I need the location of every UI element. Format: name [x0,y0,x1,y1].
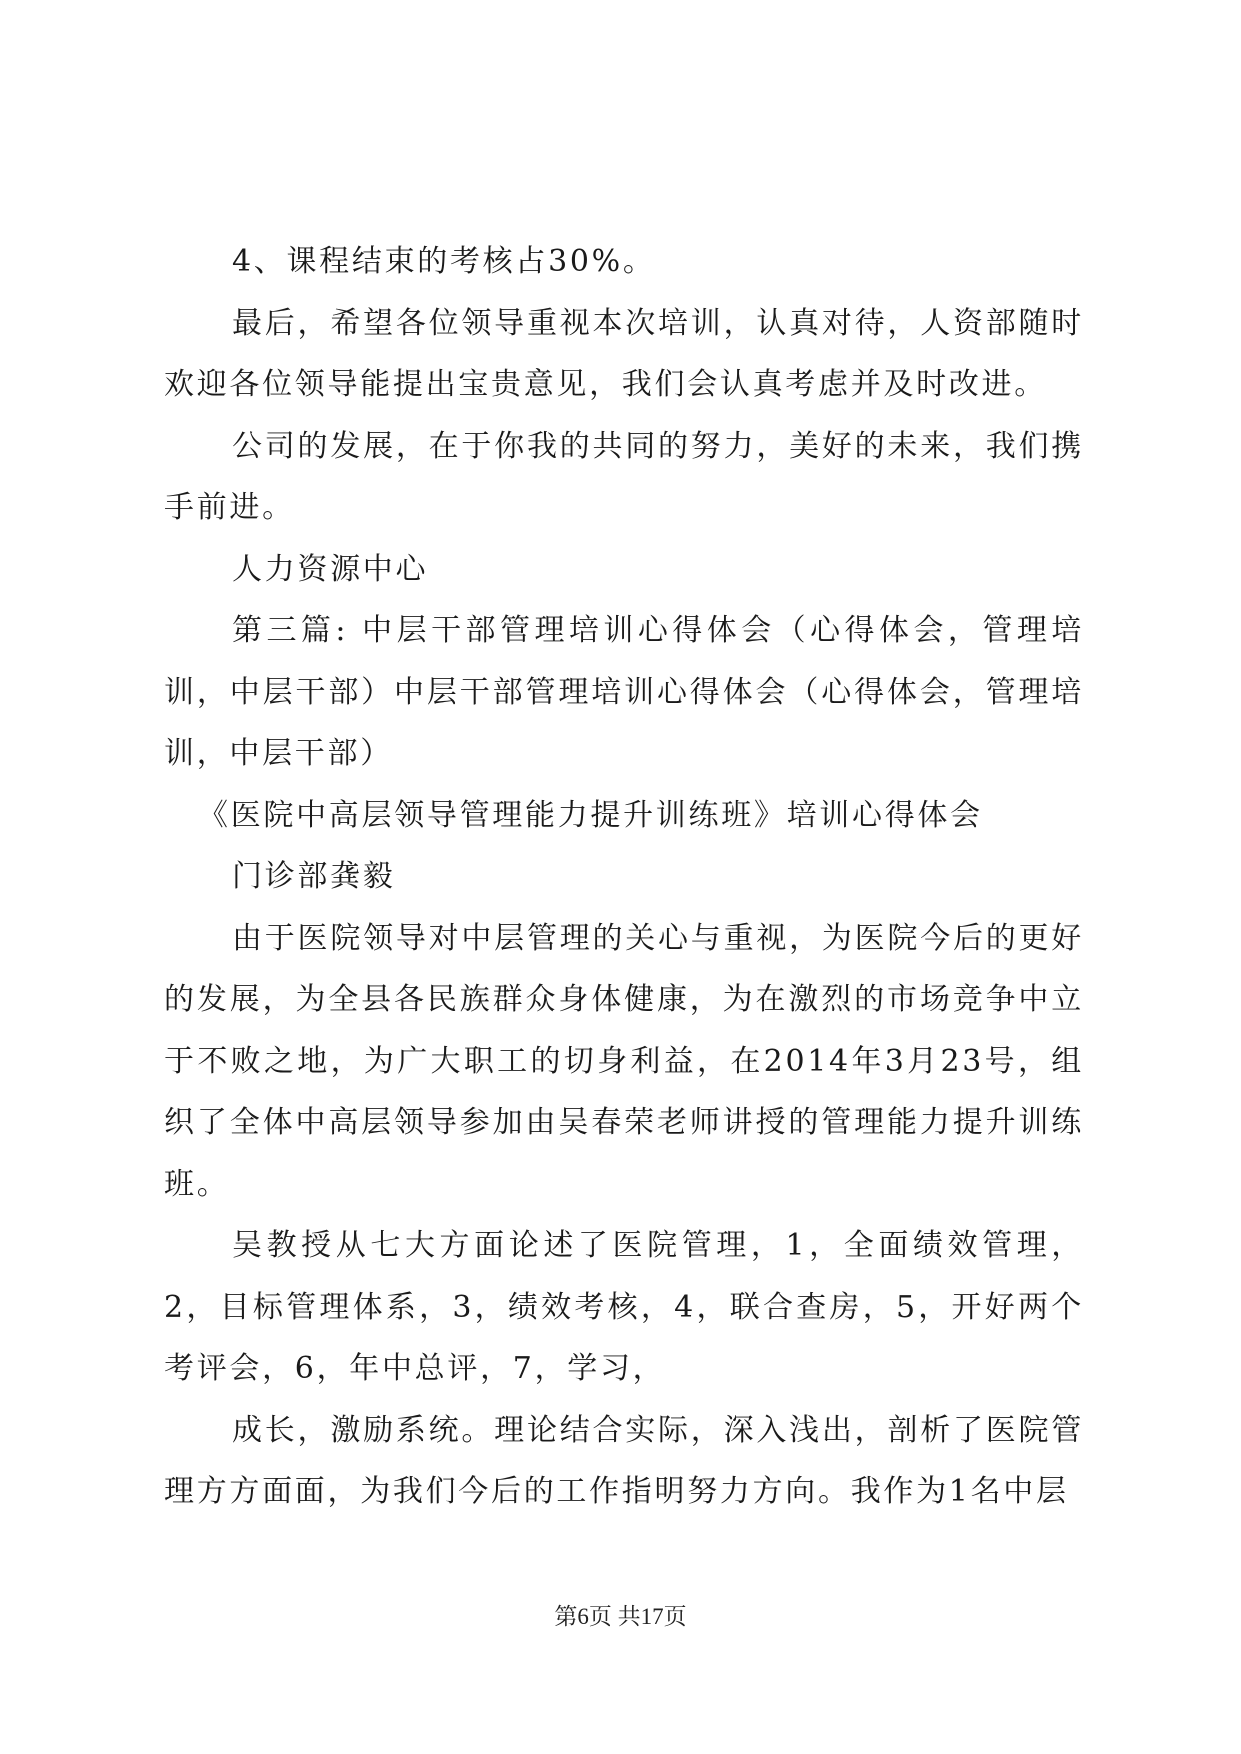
paragraph-author: 门诊部龚毅 [232,859,396,894]
document-body [164,231,1084,1523]
paragraph-report-title: 《医院中高层领导管理能力提升训练班》培训心得体会 [198,797,983,833]
paragraph-growth: 成长，激励系统。理论结合实际，深入浅出，剖析了医院管理方方面面，为我们今后的工作指明努力方向。我作为1名中层 [164,1412,1084,1509]
paragraph-assessment: 4、课程结束的考核占30%。 [232,244,656,279]
paragraph-section-heading: 第三篇: 中层干部管理培训心得体会（心得体会，管理培训，中层干部）中层干部管理培训心得体会（心得体会，管理培训，中层干部） [164,613,1084,771]
paragraph-background: 由于医院领导对中层管理的关心与重视，为医院今后的更好的发展，为全县各民族群众身体健康，为在激烈的市场竞争中立于不败之地，为广大职工的切身利益，在2014年3月23号，组织了全体中高层领导参加由吴春荣老师讲授的管理能力提升训练班。 [164,920,1084,1202]
paragraph-company-development: 公司的发展，在于你我的共同的努力，美好的未来，我们携手前进。 [164,428,1084,525]
paragraph-closing-request: 最后，希望各位领导重视本次培训，认真对待，人资部随时欢迎各位领导能提出宝贵意见，我们会认真考虑并及时改进。 [164,305,1084,402]
paragraph-signature: 人力资源中心 [232,551,429,587]
paragraph-seven-aspects: 吴教授从七大方面论述了医院管理，1，全面绩效管理，2，目标管理体系，3，绩效考核，4，联合查房，5，开好两个考评会，6，年中总评，7，学习， [164,1228,1084,1386]
page-number-footer: 第6页 共17页 [554,1604,687,1629]
